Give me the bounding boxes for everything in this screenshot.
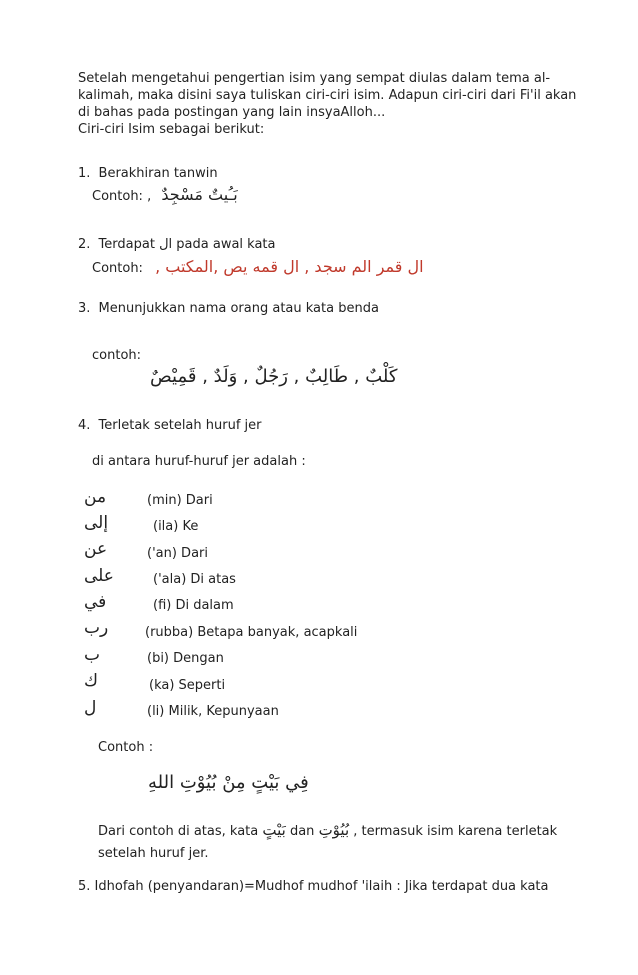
huruf-arabic: ل xyxy=(84,698,97,718)
explain-text: Dari contoh di atas, kata xyxy=(98,824,259,839)
huruf-label: (rubba) Betapa banyak, acapkali xyxy=(145,625,358,640)
huruf-label: ('an) Dari xyxy=(147,546,208,561)
intro-line: Ciri-ciri Isim sebagai berikut: xyxy=(78,122,265,137)
item-number: 2. xyxy=(78,237,91,252)
huruf-arabic: عن xyxy=(84,539,108,559)
example-arabic: بَـُيتٌ مَسْجِدٌ xyxy=(161,185,238,204)
intro-line: kalimah, maka disini saya tuliskan ciri-ciri isim. Adapun ciri-ciri dari Fi'il akan xyxy=(78,88,577,103)
item-title: Menunjukkan nama orang atau kata benda xyxy=(98,301,379,316)
item-4-explanation xyxy=(98,822,557,840)
huruf-label: (fi) Di dalam xyxy=(153,598,234,613)
item-2-heading xyxy=(78,236,276,253)
huruf-label: (min) Dari xyxy=(147,493,213,508)
item-4-heading xyxy=(78,417,262,434)
huruf-arabic: ك xyxy=(84,671,99,691)
item-3-example-label: contoh: xyxy=(92,348,142,363)
huruf-label: (ila) Ke xyxy=(153,519,199,534)
huruf-label: (li) Milik, Kepunyaan xyxy=(147,704,279,719)
example-label: Contoh: , xyxy=(92,189,152,204)
example-arabic: ال قمر الم سجد , ال قمه يص ,المكتب , xyxy=(155,257,424,276)
huruf-label: (bi) Dengan xyxy=(147,651,224,666)
item-1-heading xyxy=(78,165,218,182)
example-label: Contoh: xyxy=(92,261,143,276)
explain-arabic-word: بَيْتٍ xyxy=(262,821,286,839)
huruf-arabic: على xyxy=(84,566,114,586)
huruf-arabic: رب xyxy=(84,618,109,638)
item-3-example-arabic: كَلْبٌ , طَالِبٌ , رَجُلٌ , وَلَدٌ , قَمِيْصٌ xyxy=(150,366,398,387)
item-number: 1. xyxy=(78,166,91,181)
item-title-arabic: ال xyxy=(159,237,173,252)
explain-arabic-word: بُيُوْتِ xyxy=(318,821,350,839)
item-number: 3. xyxy=(78,301,91,316)
huruf-arabic: من xyxy=(84,487,107,507)
explain-text: , termasuk isim karena terletak xyxy=(353,824,558,839)
huruf-label: (ka) Seperti xyxy=(149,678,226,693)
item-4-example-arabic: فِي بَيْتٍ مِنْ بُيُوْتِ اللهِ xyxy=(148,772,309,793)
item-title-post: pada awal kata xyxy=(176,237,276,252)
huruf-arabic: إلى xyxy=(84,513,109,533)
huruf-label: ('ala) Di atas xyxy=(153,572,236,587)
item-title-pre: Terdapat xyxy=(98,237,155,252)
item-4-explanation-line2: setelah huruf jer. xyxy=(98,846,209,861)
item-2-example xyxy=(92,258,424,277)
explain-text: dan xyxy=(289,824,315,839)
item-number: 4. xyxy=(78,418,91,433)
item-4-subtitle: di antara huruf-huruf jer adalah : xyxy=(92,454,306,469)
item-title: Berakhiran tanwin xyxy=(98,166,218,181)
item-4-example-label: Contoh : xyxy=(98,740,154,755)
item-3-heading xyxy=(78,300,379,317)
item-title: Terletak setelah huruf jer xyxy=(98,418,262,433)
intro-line: Setelah mengetahui pengertian isim yang sempat diulas dalam tema al- xyxy=(78,71,551,86)
intro-line: di bahas pada postingan yang lain insyaAlloh... xyxy=(78,105,386,120)
huruf-arabic: في xyxy=(84,592,107,612)
intro-paragraph xyxy=(78,70,598,138)
item-5-heading: 5. Idhofah (penyandaran)=Mudhof mudhof 'ilaih : Jika terdapat dua kata xyxy=(78,879,549,894)
huruf-arabic: ب xyxy=(84,645,101,665)
item-1-example xyxy=(92,186,238,205)
